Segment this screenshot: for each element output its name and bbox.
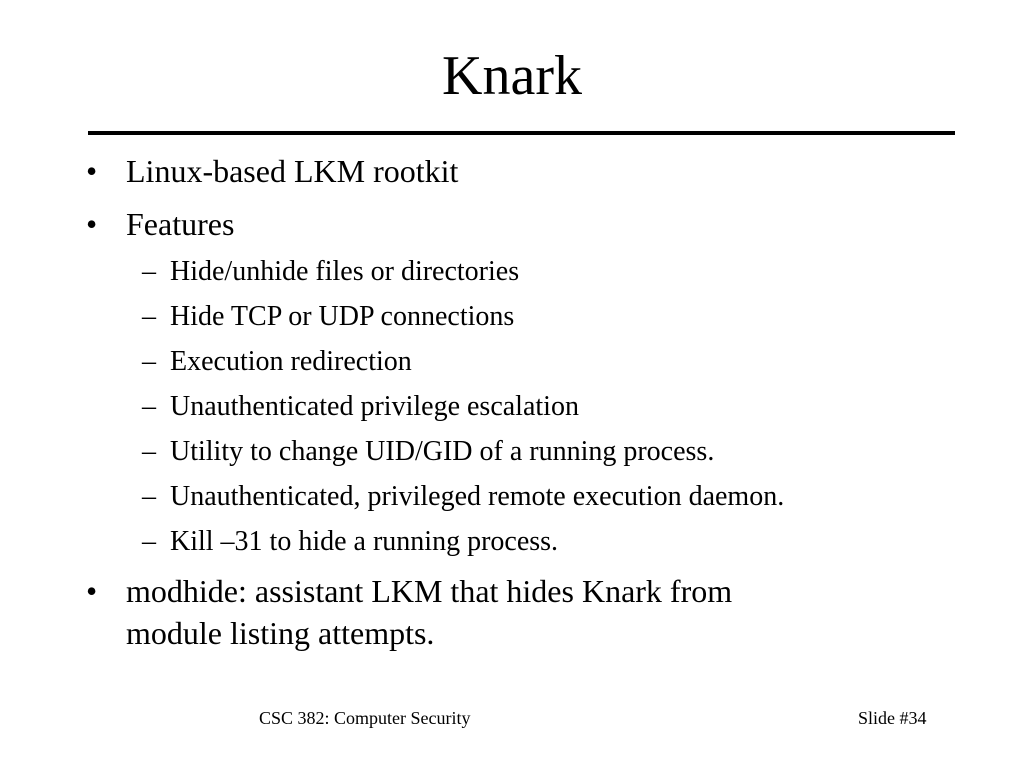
- bullet-marker: •: [86, 153, 98, 189]
- bullet-marker: •: [86, 206, 98, 242]
- bullet-text-line-2: module listing attempts.: [126, 615, 435, 651]
- slide-title: Knark: [442, 45, 582, 107]
- sub-bullet-marker: –: [142, 526, 156, 557]
- bullet-text: Features: [126, 206, 235, 242]
- sub-bullet-marker: –: [142, 301, 156, 332]
- sub-bullet-text: Kill –31 to hide a running process.: [170, 526, 559, 557]
- bullet-text: Linux-based LKM rootkit: [126, 153, 459, 189]
- bullet-text-line-1: modhide: assistant LKM that hides Knark from: [126, 573, 733, 609]
- sub-bullet-text: Hide TCP or UDP connections: [170, 301, 515, 332]
- sub-bullet-marker: –: [142, 436, 156, 467]
- sub-bullet-marker: –: [142, 346, 156, 377]
- sub-bullet-marker: –: [142, 391, 156, 422]
- bullet-marker: •: [86, 573, 98, 609]
- sub-bullet-text: Unauthenticated privilege escalation: [170, 391, 579, 422]
- sub-bullet-text: Unauthenticated, privileged remote execution daemon.: [170, 481, 785, 512]
- sub-bullet-marker: –: [142, 481, 156, 512]
- sub-bullet-text: Hide/unhide files or directories: [170, 256, 520, 287]
- sub-bullet-marker: –: [142, 256, 156, 287]
- sub-bullet-text: Execution redirection: [170, 346, 412, 377]
- footer-course-name: CSC 382: Computer Security: [259, 708, 471, 728]
- footer-slide-number: Slide #34: [858, 708, 927, 728]
- sub-bullet-text: Utility to change UID/GID of a running process.: [170, 436, 715, 467]
